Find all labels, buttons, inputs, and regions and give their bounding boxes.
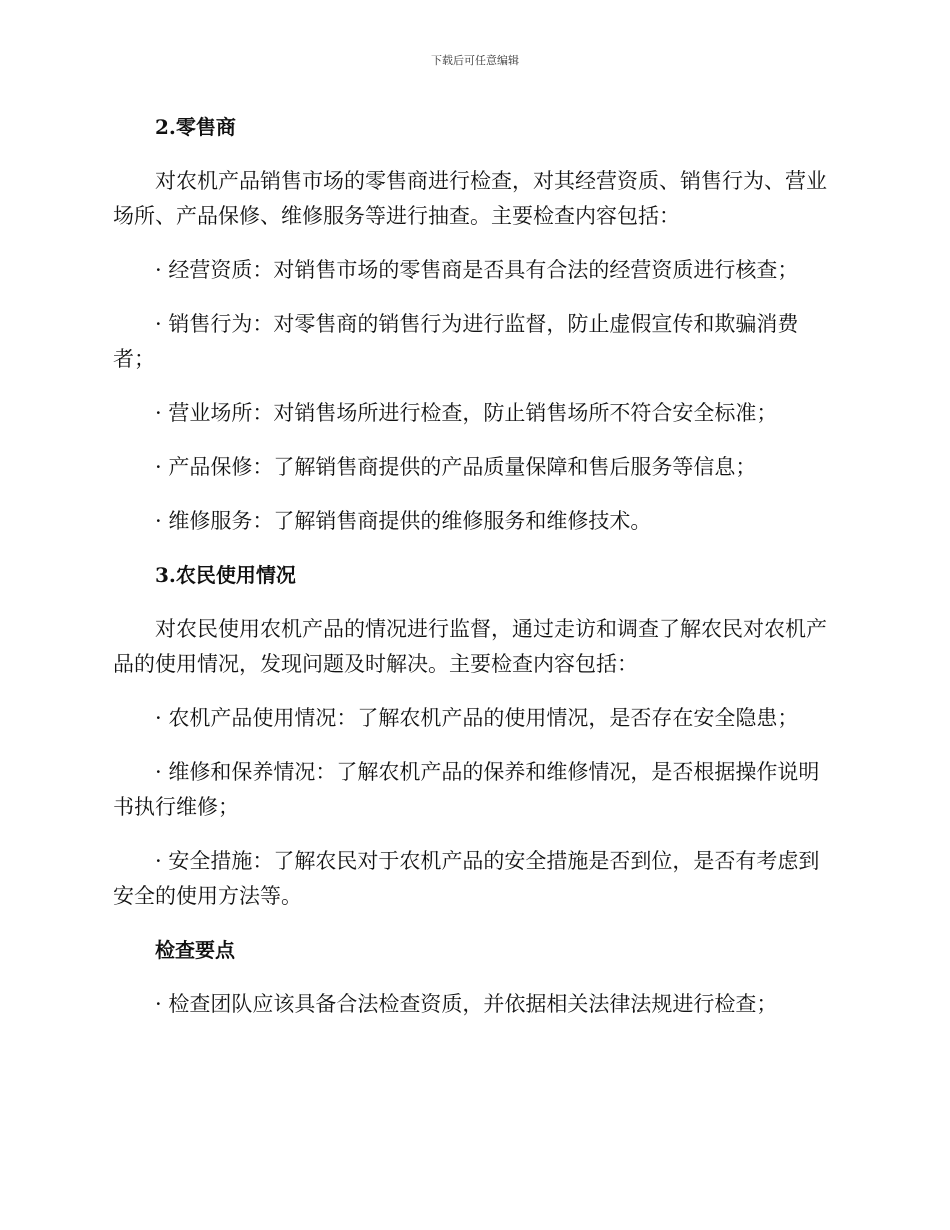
bullet-item: · 安全措施：了解农民对于农机产品的安全措施是否到位，是否有考虑到安全的使用方法等。 — [113, 849, 820, 908]
document-body — [113, 110, 833, 1041]
bullet-item: · 农机产品使用情况：了解农机产品的使用情况，是否存在安全隐患； — [155, 706, 799, 730]
bullet-item: · 维修服务：了解销售商提供的维修服务和维修技术。 — [155, 509, 652, 533]
bullet-item: · 销售行为：对零售商的销售行为进行监督，防止虚假宣传和欺骗消费者； — [113, 312, 799, 371]
bullet-item: · 维修和保养情况：了解农机产品的保养和维修情况，是否根据操作说明书执行维修； — [113, 760, 820, 819]
section-heading-inspection-points: 检查要点 — [155, 938, 235, 962]
bullet-item: · 产品保修：了解销售商提供的产品质量保障和售后服务等信息； — [155, 455, 757, 479]
paragraph: 对农机产品销售市场的零售商进行检查，对其经营资质、销售行为、营业场所、产品保修、维修服务等进行抽查。主要检查内容包括： — [113, 169, 827, 228]
bullet-item: · 经营资质：对销售市场的零售商是否具有合法的经营资质进行核查； — [155, 258, 799, 282]
page-header: 下载后可任意编辑 — [431, 54, 519, 67]
bullet-item: · 营业场所：对销售场所进行检查，防止销售场所不符合安全标准； — [155, 401, 778, 425]
paragraph: 对农民使用农机产品的情况进行监督，通过走访和调查了解农民对农机产品的使用情况，发现问题及时解决。主要检查内容包括： — [113, 617, 827, 676]
bullet-item: · 检查团队应该具备合法检查资质，并依据相关法律法规进行检查； — [155, 992, 778, 1016]
section-heading-farmer-usage: 3.农民使用情况 — [155, 563, 296, 587]
section-heading-retailers: 2.零售商 — [155, 115, 236, 139]
